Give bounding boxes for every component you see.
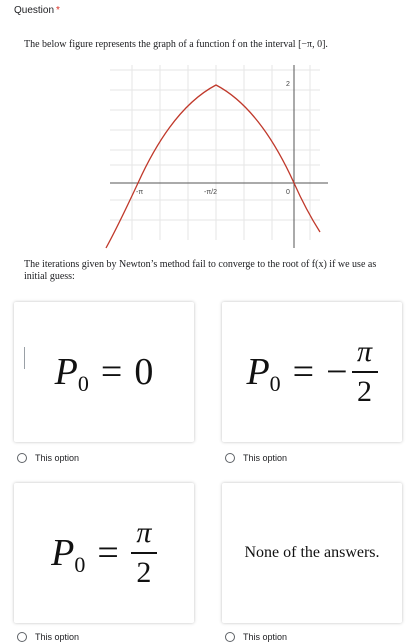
x-tick-left: -π	[136, 189, 144, 196]
fraction	[352, 337, 378, 407]
y-tick-top: 2	[286, 81, 290, 88]
x-tick-zero: 0	[286, 189, 290, 196]
fraction	[131, 518, 157, 588]
option-label: This option	[243, 632, 288, 642]
lhs-p: P	[54, 351, 78, 393]
lhs-p: P	[51, 532, 75, 574]
denominator: 2	[357, 375, 373, 408]
numerator: π	[136, 516, 152, 549]
option-2-radio-row[interactable]	[225, 453, 287, 463]
equals-sign: =	[100, 351, 123, 393]
prompt-text-2: The iterations given by Newton’s method fail to converge to the root of f(x) if we use as initial guess:	[24, 259, 377, 282]
option-2-expression	[246, 337, 377, 407]
subscript: 0	[269, 371, 281, 396]
option-3-expression	[51, 518, 157, 588]
option-label: This option	[35, 453, 80, 463]
equals-sign: =	[292, 351, 315, 393]
required-mark: *	[56, 5, 60, 16]
radio-button-icon[interactable]	[17, 632, 27, 642]
radio-button-icon[interactable]	[225, 632, 235, 642]
subscript: 0	[74, 552, 86, 577]
radio-button-icon[interactable]	[225, 453, 235, 463]
question-label	[14, 5, 60, 16]
option-3-radio-row[interactable]	[17, 632, 79, 642]
option-4-radio-row[interactable]	[225, 632, 287, 642]
graph-grid	[110, 65, 320, 240]
minus-sign: −	[326, 351, 348, 393]
function-curve	[106, 85, 320, 248]
text-cursor	[24, 347, 25, 369]
option-card-3[interactable]	[14, 483, 194, 623]
prompt-text-1: The below figure represents the graph of a function f on the interval [−π, 0].	[24, 39, 328, 50]
numerator: π	[357, 335, 373, 368]
fraction-bar	[352, 371, 378, 373]
question-title: Question	[14, 5, 55, 16]
radio-button-icon[interactable]	[17, 453, 27, 463]
option-1-radio-row[interactable]	[17, 453, 79, 463]
fraction-bar	[131, 552, 157, 554]
equals-sign: =	[97, 532, 119, 574]
option-card-1[interactable]	[14, 302, 194, 442]
option-1-expression	[55, 350, 154, 394]
x-tick-mid: -π/2	[204, 189, 217, 196]
option-label: This option	[35, 632, 80, 642]
option-label: This option	[243, 453, 288, 463]
option-card-2[interactable]	[222, 302, 402, 442]
lhs-p: P	[246, 351, 270, 393]
option-4-text: None of the answers.	[244, 544, 380, 561]
rhs-value: 0	[134, 351, 154, 393]
denominator: 2	[136, 556, 152, 589]
subscript: 0	[77, 371, 89, 396]
option-card-4[interactable]	[222, 483, 402, 623]
function-graph	[100, 60, 340, 250]
